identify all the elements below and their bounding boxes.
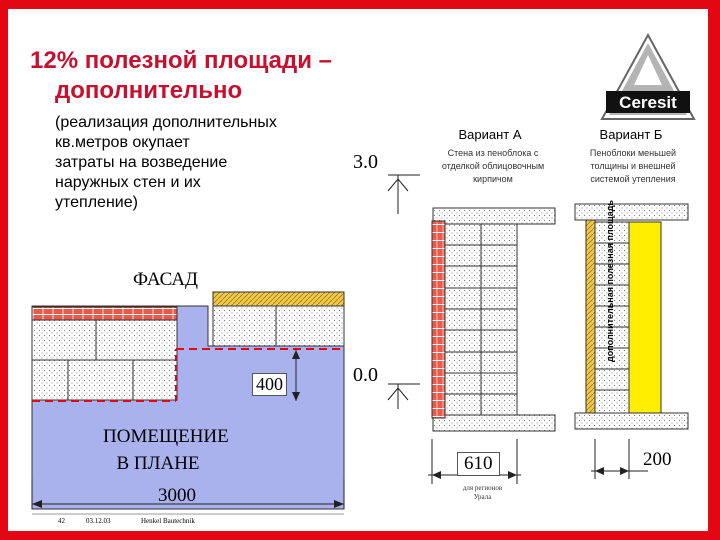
facade-label: ФАСАД — [133, 269, 198, 290]
insulation-layer — [586, 220, 595, 413]
room-label-line-2: В ПЛАНЕ — [116, 453, 200, 474]
brick-facing — [432, 221, 445, 418]
subtitle-line: (реализация дополнительных — [55, 114, 277, 131]
variant-a-section — [428, 208, 555, 484]
level-bottom-label: 0.0 — [353, 364, 378, 386]
subtitle-line: утепление) — [55, 194, 138, 211]
extra-area-strip — [629, 222, 661, 413]
title-line-2: дополнительно — [55, 77, 243, 104]
variant-b-section — [575, 204, 688, 479]
footer-page: 42 — [58, 517, 65, 525]
footer-date: 03.12.03 — [86, 517, 111, 525]
variant-a-description: Стена из пеноблока с отделкой облицовочным кирпичом — [441, 148, 545, 184]
room-label-line-1: ПОМЕЩЕНИЕ — [103, 426, 229, 447]
dimension-400: 400 — [252, 373, 287, 396]
footer-author: Henkel Bautechnik — [141, 517, 195, 525]
level-top-label: 3.0 — [353, 151, 378, 173]
dimension-610: 610 — [457, 452, 500, 476]
title-line-1: 12% полезной площади – — [30, 47, 333, 74]
variant-a-title: Вариант А — [458, 127, 522, 142]
logo-text: Ceresit — [619, 93, 677, 112]
subtitle-line: кв.метров окупает — [55, 134, 190, 151]
dimension-200: 200 — [643, 449, 672, 470]
subtitle-line: наружных стен и их — [55, 174, 201, 191]
variant-b-title: Вариант Б — [599, 127, 663, 142]
dimension-610-note: для регионов Урала — [462, 484, 503, 501]
extra-area-label-text: дополнительная полезная площадь — [605, 200, 615, 362]
dimension-3000: 3000 — [158, 485, 196, 506]
subtitle-line: затраты на возведение — [55, 154, 228, 171]
variant-b-description: Пеноблоки меньшей толщины и внешней системой утепления — [589, 148, 677, 184]
slide — [8, 9, 708, 531]
